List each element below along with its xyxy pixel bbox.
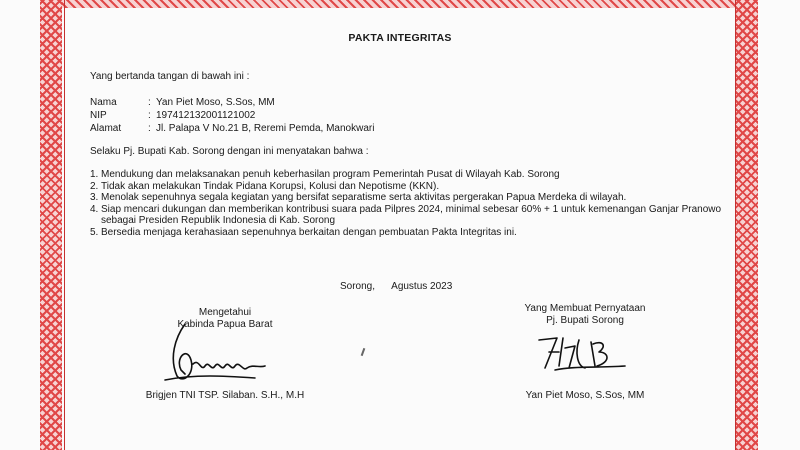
statement-point: 4. Siap mencari dukungan dan memberikan kontribusi suara pada Pilpres 2024, minimal sebesar 60% + 1 untuk kemenangan Ganjar Pranowo sebagai Presiden Republik Indonesia di Kab. Sorong <box>90 203 722 226</box>
right-signatory-line2: Pj. Bupati Sorong <box>546 315 624 326</box>
border-inner-line-left <box>64 0 65 450</box>
right-signatory-line1: Yang Membuat Pernyataan <box>524 303 646 314</box>
identity-value: Jl. Palapa V No.21 B, Reremi Pemda, Manokwari <box>156 123 375 134</box>
identity-row-nip: NIP : 197412132001121002 <box>90 110 256 121</box>
left-signatory-line2: Kabinda Papua Barat <box>177 319 273 330</box>
statement-point: 3. Menolak sepenuhnya segala kegiatan yang bersifat separatisme serta aktivitas pergerakan Papua Merdeka di wilayah. <box>90 192 627 203</box>
document-title: PAKTA INTEGRITAS <box>348 32 452 44</box>
identity-row-address: Alamat : Jl. Palapa V No.21 B, Reremi Pemda, Manokwari <box>90 123 375 134</box>
identity-value: 197412132001121002 <box>156 110 256 121</box>
identity-label: Alamat <box>90 123 122 134</box>
left-signatory-line1: Mengetahui <box>198 307 252 318</box>
decorative-border-left <box>40 0 62 450</box>
left-signature-image <box>155 318 275 388</box>
right-signatory-name: Yan Piet Moso, S.Sos, MM <box>525 390 645 401</box>
identity-row-name: Nama : Yan Piet Moso, S.Sos, MM <box>90 97 275 108</box>
statement-point: 2. Tidak akan melakukan Tindak Pidana Korupsi, Kolusi dan Nepotisme (KKN). <box>90 180 440 192</box>
identity-label: Nama <box>90 97 117 108</box>
statement-points-list <box>90 169 730 238</box>
place-date: Sorong, Agustus 2023 <box>340 281 453 292</box>
border-inner-line-right <box>735 0 736 450</box>
ink-mark <box>361 348 366 356</box>
decorative-border-top <box>40 0 758 8</box>
left-signatory-name: Brigjen TNI TSP. Silaban. S.H., M.H <box>145 390 305 401</box>
right-signature-image <box>535 332 635 377</box>
intro-text: Yang bertanda tangan di bawah ini : <box>90 71 250 82</box>
statement-point: 1. Mendukung dan melaksanakan penuh keberhasilan program Pemerintah Pusat di Wilayah Kab. Sorong <box>90 169 560 180</box>
statement-point: 5. Bersedia menjaga kerahasiaan sepenuhnya berkaitan dengan pembuatan Pakta Integritas ini. <box>90 226 517 238</box>
identity-label: NIP <box>90 110 107 121</box>
right-signatory-heading <box>500 303 670 327</box>
identity-value: Yan Piet Moso, S.Sos, MM <box>156 97 275 108</box>
decorative-border-right <box>736 0 758 450</box>
statement-text: Selaku Pj. Bupati Kab. Sorong dengan ini menyatakan bahwa : <box>90 146 369 157</box>
